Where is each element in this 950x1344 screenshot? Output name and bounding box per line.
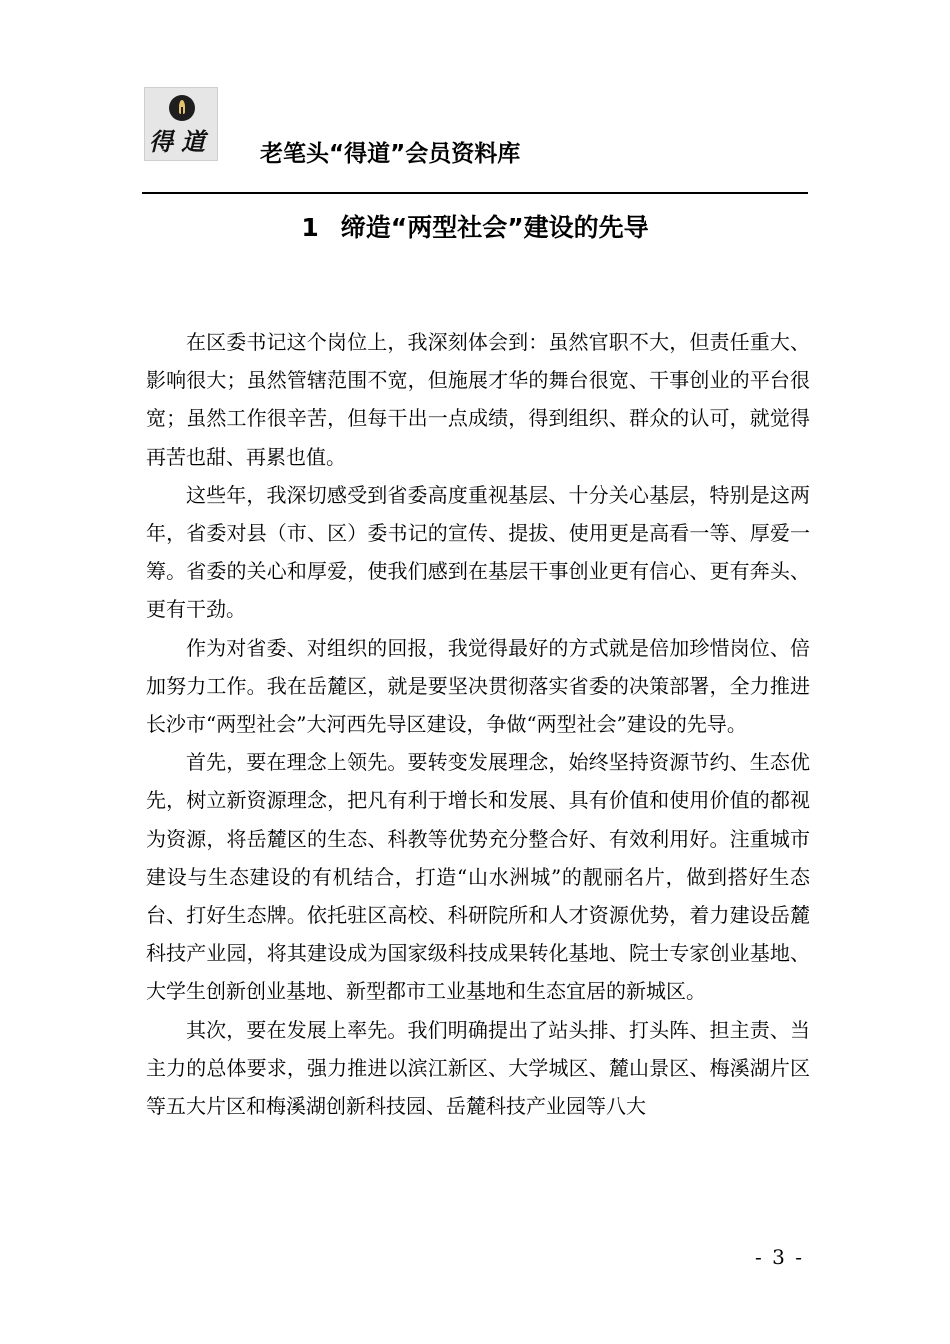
page-number: - 3 - [755,1245,804,1269]
logo [144,87,218,161]
logo-text: 得道 [149,127,213,156]
header-divider [142,192,808,194]
article-number: 1 [301,213,319,242]
pen-nib-icon [169,95,195,121]
paragraph: 其次，要在发展上率先。我们明确提出了站头排、打头阵、担主责、当主力的总体要求，强力推进以滨江新区、大学城区、麓山景区、梅溪湖片区等五大片区和梅溪湖创新科技园、岳麓科技产业园等八大 [146,1017,810,1119]
paragraph: 首先，要在理念上领先。要转变发展理念，始终坚持资源节约、生态优先，树立新资源理念，把凡有利于增长和发展、具有价值和使用价值的都视为资源，将岳麓区的生态、科教等优势充分整合好、有效利用好。注重城市建设与生态建设的有机结合，打造“山水洲城”的靓丽名片，做到搭好生态台、打好生态牌。依托驻区高校、科研院所和人才资源优势，着力建设岳麓科技产业园，将其建设成为国家级科技成果转化基地、院士专家创业基地、大学生创新创业基地、新型都市工业基地和生态宜居的新城区。 [146,750,810,1004]
article-title-text: 缔造“两型社会”建设的先导 [340,213,649,242]
paragraph: 作为对省委、对组织的回报，我觉得最好的方式就是倍加珍惜岗位、倍加努力工作。我在岳麓区，就是要坚决贯彻落实省委的决策部署，全力推进长沙市“两型社会”大河西先导区建设，争做“两型社会”建设的先导。 [146,635,810,737]
paragraph: 这些年，我深切感受到省委高度重视基层、十分关心基层，特别是这两年，省委对县（市、区）委书记的宣传、提拔、使用更是高看一等、厚爱一筹。省委的关心和厚爱，使我们感到在基层干事创业更有信心、更有奔头、更有干劲。 [146,482,810,622]
article-title [142,208,808,248]
header-title: 老笔头“得道”会员资料库 [260,141,521,167]
article-body [146,323,810,1125]
paragraph: 在区委书记这个岗位上，我深刻体会到：虽然官职不大，但责任重大、影响很大；虽然管辖范围不宽，但施展才华的舞台很宽、干事创业的平台很宽；虽然工作很辛苦，但每干出一点成绩，得到组织、群众的认可，就觉得再苦也甜、再累也值。 [146,330,810,469]
